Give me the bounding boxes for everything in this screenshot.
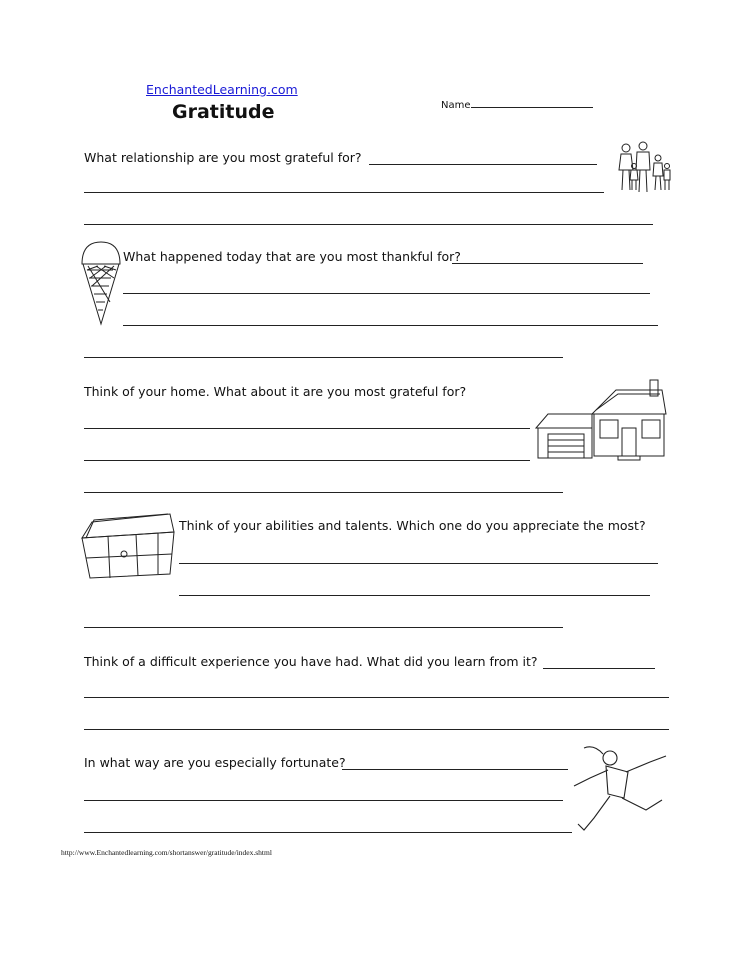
name-field[interactable] bbox=[441, 97, 593, 111]
question-2: What happened today that are you most thankful for? bbox=[123, 249, 461, 264]
answer-line-6b[interactable] bbox=[84, 832, 572, 833]
ice-cream-cone-icon bbox=[80, 240, 122, 326]
answer-line-2a[interactable] bbox=[123, 293, 650, 294]
name-label: Name bbox=[441, 100, 471, 111]
answer-line-3c[interactable] bbox=[84, 492, 563, 493]
question-1: What relationship are you most grateful for? bbox=[84, 150, 362, 165]
name-input-line[interactable] bbox=[471, 97, 593, 108]
answer-line-6-inline[interactable] bbox=[342, 769, 568, 770]
question-5: Think of a difficult experience you have had. What did you learn from it? bbox=[84, 654, 538, 669]
answer-line-2c[interactable] bbox=[84, 357, 563, 358]
answer-line-5-inline[interactable] bbox=[543, 668, 655, 669]
running-girl-icon bbox=[570, 740, 670, 836]
answer-line-2-inline[interactable] bbox=[452, 263, 643, 264]
answer-line-1a[interactable] bbox=[84, 192, 604, 193]
family-icon bbox=[612, 140, 672, 196]
answer-line-4c[interactable] bbox=[84, 627, 563, 628]
answer-line-1-inline[interactable] bbox=[369, 164, 597, 165]
answer-line-1b[interactable] bbox=[84, 224, 653, 225]
answer-line-5b[interactable] bbox=[84, 729, 669, 730]
footer-url: http://www.Enchantedlearning.com/shortanswer/gratitude/index.shtml bbox=[61, 848, 272, 857]
answer-line-5a[interactable] bbox=[84, 697, 669, 698]
answer-line-2b[interactable] bbox=[123, 325, 658, 326]
question-6: In what way are you especially fortunate? bbox=[84, 755, 346, 770]
site-link[interactable]: EnchantedLearning.com bbox=[146, 82, 298, 97]
page-title: Gratitude bbox=[172, 101, 275, 123]
answer-line-4a[interactable] bbox=[179, 563, 658, 564]
house-icon bbox=[534, 378, 668, 462]
answer-line-3a[interactable] bbox=[84, 428, 530, 429]
treasure-chest-icon bbox=[78, 510, 178, 582]
answer-line-3b[interactable] bbox=[84, 460, 530, 461]
question-4: Think of your abilities and talents. Which one do you appreciate the most? bbox=[179, 518, 646, 533]
question-3: Think of your home. What about it are you most grateful for? bbox=[84, 384, 467, 399]
answer-line-4b[interactable] bbox=[179, 595, 650, 596]
answer-line-6a[interactable] bbox=[84, 800, 563, 801]
